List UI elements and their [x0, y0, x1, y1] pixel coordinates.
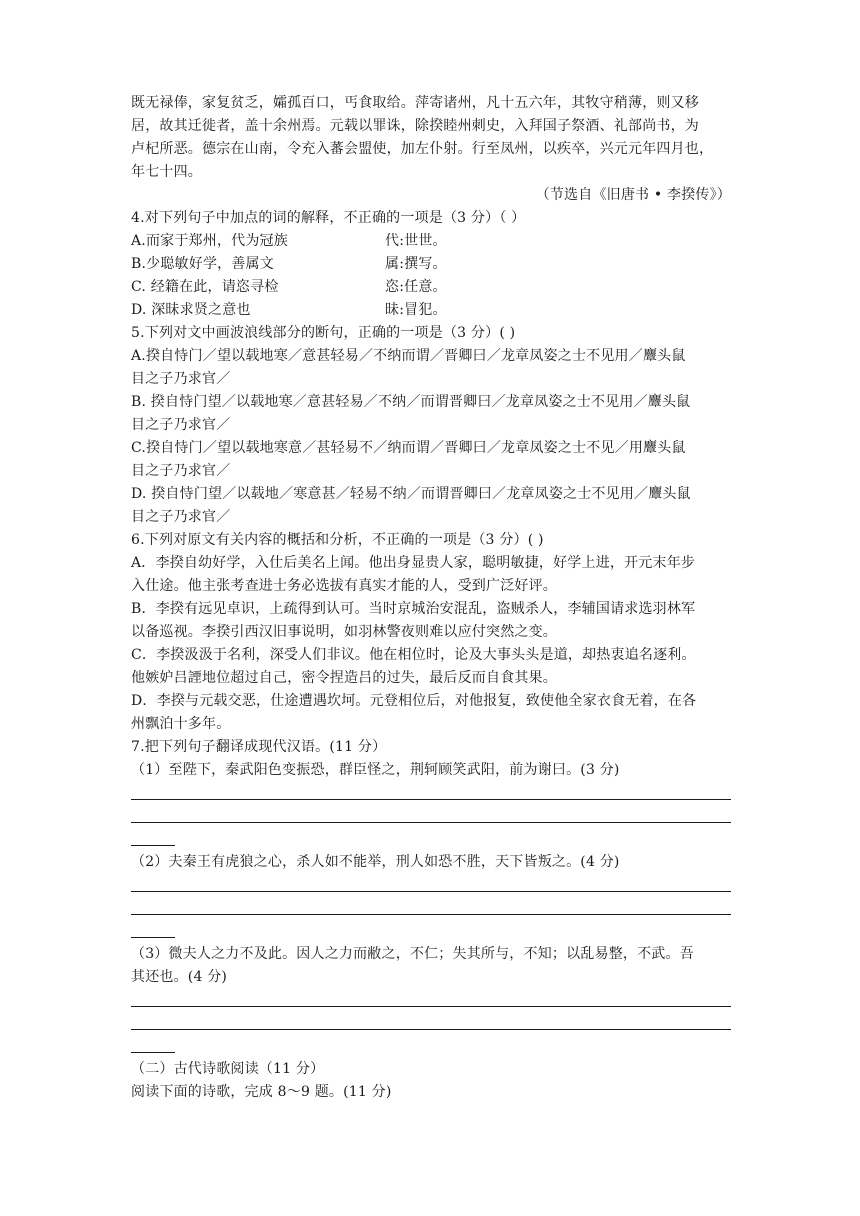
question-6	[131, 529, 731, 736]
question-stem: 5.下列对文中画波浪线部分的断句，正确的一项是（3 分）( )	[131, 325, 516, 341]
option-sentence: D. 深昧求贤之意也	[131, 302, 251, 318]
question-stem: 7.把下列句子翻译成现代汉语。(11 分）	[131, 739, 387, 755]
q6-option-line: 州飘泊十多年。	[131, 716, 231, 732]
option-sentence: A.而家于郑州，代为冠族	[131, 233, 288, 249]
q7-item-3-text: （3）微夫人之力不及此。因人之力而敝之，不仁；失其所与，不知；以乱易整，不武。吾	[131, 946, 694, 962]
q5-option-line: B. 揆自恃门望／以载地寒／意甚轻易／不纳／而谓晋卿曰／龙章凤姿之士不见用／麞头鼠	[131, 394, 691, 410]
q5-option-line: 目之子乃求官／	[131, 371, 231, 387]
q6-option-line: 他嫉妒吕諲地位超过自己，密令捏造吕的过失，最后反而自食其果。	[131, 670, 557, 686]
answer-blank-line-short[interactable]	[131, 920, 731, 943]
option-gloss: 属:撰写。	[385, 256, 447, 272]
section-instruction: 阅读下面的诗歌，完成 8～9 题。(11 分)	[131, 1084, 392, 1100]
passage-source: （节选自《旧唐书 • 李揆传》）	[535, 187, 731, 203]
q6-option-line: D．李揆与元载交恶，仕途遭遇坎坷。元登相位后，对他报复，致使他全家衣食无着，在各	[131, 693, 697, 709]
passage-line: 卢杞所恶。德宗在山南，令充入蕃会盟使，加左仆射。行至凤州，以疾卒，兴元元年四月也，	[131, 141, 714, 157]
q6-option-line: C．李揆汲汲于名利，深受人们非议。他在相位时，论及大事头头是道，却热衷追名逐利。	[131, 647, 696, 663]
exam-page	[131, 92, 731, 1104]
q4-option-d	[131, 299, 731, 322]
q5-option-line: 目之子乃求官／	[131, 417, 231, 433]
passage	[131, 92, 731, 207]
option-sentence: C. 经籍在此，请恣寻检	[131, 279, 279, 295]
q4-option-b	[131, 253, 731, 276]
passage-line: 年七十四。	[131, 164, 202, 180]
question-4	[131, 207, 731, 322]
q5-option-line: 目之子乃求官／	[131, 463, 231, 479]
q5-option-line: A.揆自恃门／望以载地寒／意甚轻易／不纳而谓／晋卿曰／龙章凤姿之士不见用／麞头鼠	[131, 348, 686, 364]
answer-blank-line[interactable]	[131, 989, 731, 1012]
question-stem: 4.对下列句子中加点的词的解释，不正确的一项是（3 分）（ ）	[131, 210, 526, 226]
q5-option-line: D. 揆自恃门望／以载地／寒意甚／轻易不纳／而谓晋卿曰／龙章凤姿之士不见用／麞头鼠	[131, 486, 691, 502]
q7-item-2-text: （2）夫秦王有虎狼之心，杀人如不能举，刑人如恐不胜，天下皆叛之。(4 分)	[131, 854, 620, 870]
section-2	[131, 1058, 731, 1104]
answer-blank-line[interactable]	[131, 782, 731, 805]
q7-item-3-text: 其还也。(4 分)	[131, 969, 228, 985]
section-title: （二）古代诗歌阅读（11 分）	[131, 1061, 325, 1077]
option-gloss: 恣:任意。	[385, 279, 447, 295]
q4-option-c	[131, 276, 731, 299]
q5-option-line: 目之子乃求官／	[131, 509, 231, 525]
answer-blank-line[interactable]	[131, 897, 731, 920]
answer-blank-line-short[interactable]	[131, 828, 731, 851]
question-stem: 6.下列对原文有关内容的概括和分析，不正确的一项是（3 分）( )	[131, 532, 544, 548]
answer-blank-line-short[interactable]	[131, 1035, 731, 1058]
q5-option-line: C.揆自恃门／望以载地寒意／甚轻易不／纳而谓／晋卿曰／龙章凤姿之士不见／用麞头鼠	[131, 440, 686, 456]
q7-item-1-text: （1）至陛下，秦武阳色变振恐，群臣怪之，荆轲顾笑武阳，前为谢曰。(3 分)	[131, 762, 620, 778]
q6-option-line: 入仕途。他主张考查进士务必选拔有真实才能的人，受到广泛好评。	[131, 578, 557, 594]
answer-blank-line[interactable]	[131, 874, 731, 897]
option-gloss: 昧:冒犯。	[385, 302, 447, 318]
question-7	[131, 736, 731, 1058]
q6-option-line: 以备巡视。李揆引西汉旧事说明，如羽林警夜则难以应付突然之变。	[131, 624, 557, 640]
q6-option-line: B．李揆有远见卓识，上疏得到认可。当时京城治安混乱，盗贼杀人，李辅国请求选羽林军	[131, 601, 696, 617]
q4-option-a	[131, 230, 731, 253]
question-5	[131, 322, 731, 529]
answer-blank-line[interactable]	[131, 805, 731, 828]
option-gloss: 代:世世。	[385, 233, 447, 249]
passage-line: 既无禄俸，家复贫乏，孀孤百口，丐食取给。萍寄诸州，凡十五六年，其牧守稍薄，则又移	[131, 95, 699, 111]
passage-line: 居，故其迁徙者，盖十余州焉。元载以罪诛，除揆睦州刺史，入拜国子祭酒、礼部尚书，为	[131, 118, 699, 134]
option-sentence: B.少聪敏好学，善属文	[131, 256, 274, 272]
q6-option-line: A．李揆自幼好学，入仕后美名上闻。他出身显贵人家，聪明敏捷，好学上进，开元末年步	[131, 555, 696, 571]
answer-blank-line[interactable]	[131, 1012, 731, 1035]
